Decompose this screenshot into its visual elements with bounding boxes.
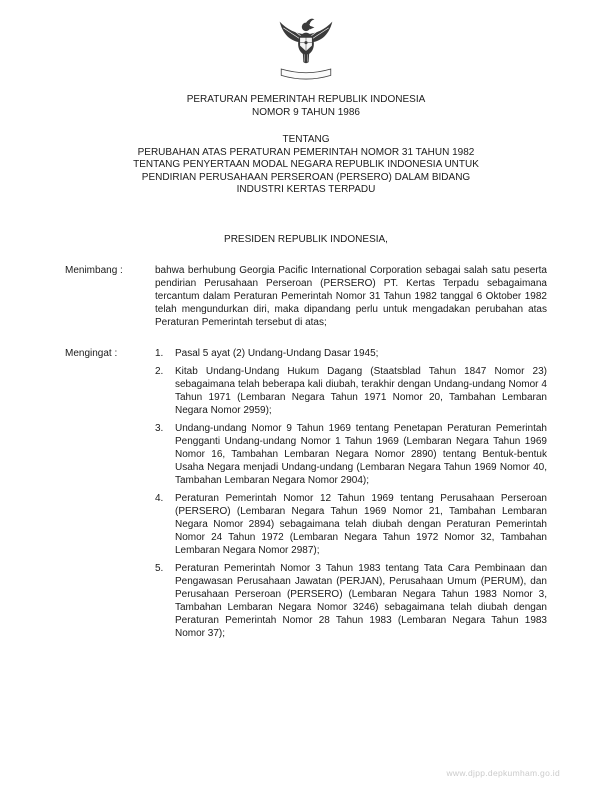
title-line-1: PERATURAN PEMERINTAH REPUBLIK INDONESIA [186,94,426,105]
subject-line-4: INDUSTRI KERTAS TERPADU [236,184,376,196]
list-item [155,422,547,487]
list-item-number: 2. [155,365,164,377]
list-item-text: Peraturan Pemerintah Nomor 12 Tahun 1969 tentang Perusahaan Perseroan (PERSERO) (Lembaran Negara Tahun 1969 Nomor 21, Tambahan Lembaran Negara Nomor 2894) sebagaimana telah diubah dengan Peraturan Pemerintah Nomor 24 Tahun 1972 (Lembaran Negara Tahun 1972 Nomor 32, Tambahan Lembaran Negara Nomor 2987); [175,492,547,556]
tentang-label: TENTANG [282,134,330,145]
list-item-number: 5. [155,562,164,574]
list-item [155,562,547,640]
list-item-text: Peraturan Pemerintah Nomor 3 Tahun 1983 tentang Tata Cara Pembinaan dan Pengawasan Perusahaan Jawatan (PERJAN), Perusahaan Umum (PERUM), dan Perusahaan Perseroan (PERSERO) (Lembaran Negara Tahun 1983 Nomor 3, Tambahan Lembaran Negara Nomor 3246) sebagaimana telah diubah dengan Peraturan Pemerintah Nomor 28 Tahun 1983 (Lembaran Negara Tahun 1983 Nomor 37); [175,562,547,639]
garuda-emblem-graphic [277,12,335,86]
list-item-text: Pasal 5 ayat (2) Undang-Undang Dasar 1945; [175,347,379,359]
list-item [155,365,547,417]
list-item [155,492,547,557]
subject-line-1: PERUBAHAN ATAS PERATURAN PEMERINTAH NOMOR 31 TAHUN 1982 [137,146,475,158]
document-title [65,93,547,119]
subject-line-3: PENDIRIAN PERUSAHAAN PERSEROAN (PERSERO) DALAM BIDANG [141,171,471,183]
menimbang-section [65,264,547,329]
mengingat-section [65,347,547,640]
website-watermark: www.djpp.depkumham.go.id [446,768,560,778]
garuda-pancasila-emblem [65,12,547,86]
list-item [155,347,547,360]
list-item-number: 1. [155,347,164,359]
mengingat-label: Mengingat : [65,347,118,359]
list-item-number: 4. [155,492,164,504]
mengingat-list [155,347,547,640]
presiden-heading: PRESIDEN REPUBLIK INDONESIA, [224,233,388,245]
list-item-text: Kitab Undang-Undang Hukum Dagang (Staatsblad Tahun 1847 Nomor 23) sebagaimana telah beberapa kali diubah, terakhir dengan Undang-undang Nomor 4 Tahun 1971 (Lembaran Negara Tahun 1971 Nomor 20, Tambahan Lembaran Negara Nomor 2959); [175,365,547,416]
list-item-text: Undang-undang Nomor 9 Tahun 1969 tentang Penetapan Peraturan Pemerintah Pengganti Undang-undang Nomor 1 Tahun 1969 (Lembaran Negara Tahun 1969 Nomor 16, Tambahan Lembaran Negara Nomor 2890) tentang Bentuk-bentuk Usaha Negara menjadi Undang-undang (Lembaran Negara Tahun 1969 Nomor 40, Tambahan Lembaran Negara Nomor 2904); [175,422,547,486]
list-item-number: 3. [155,422,164,434]
title-line-2: NOMOR 9 TAHUN 1986 [252,107,360,118]
menimbang-label: Menimbang : [65,264,123,276]
menimbang-text: bahwa berhubung Georgia Pacific International Corporation sebagai salah satu peserta pendirian Perusahaan Perseroan (PERSERO) PT. Kertas Terpadu sebagaimana tercantum dalam Peraturan Pemerintah Nomor 31 Tahun 1982 tanggal 6 Oktober 1982 telah mengundurkan diri, maka dipandang perlu untuk mengadakan perubahan atas Peraturan Pemerintah tersebut di atas; [155,264,547,328]
subject-block [65,134,547,197]
subject-line-2: TENTANG PENYERTAAN MODAL NEGARA REPUBLIK INDONESIA UNTUK [133,159,479,171]
